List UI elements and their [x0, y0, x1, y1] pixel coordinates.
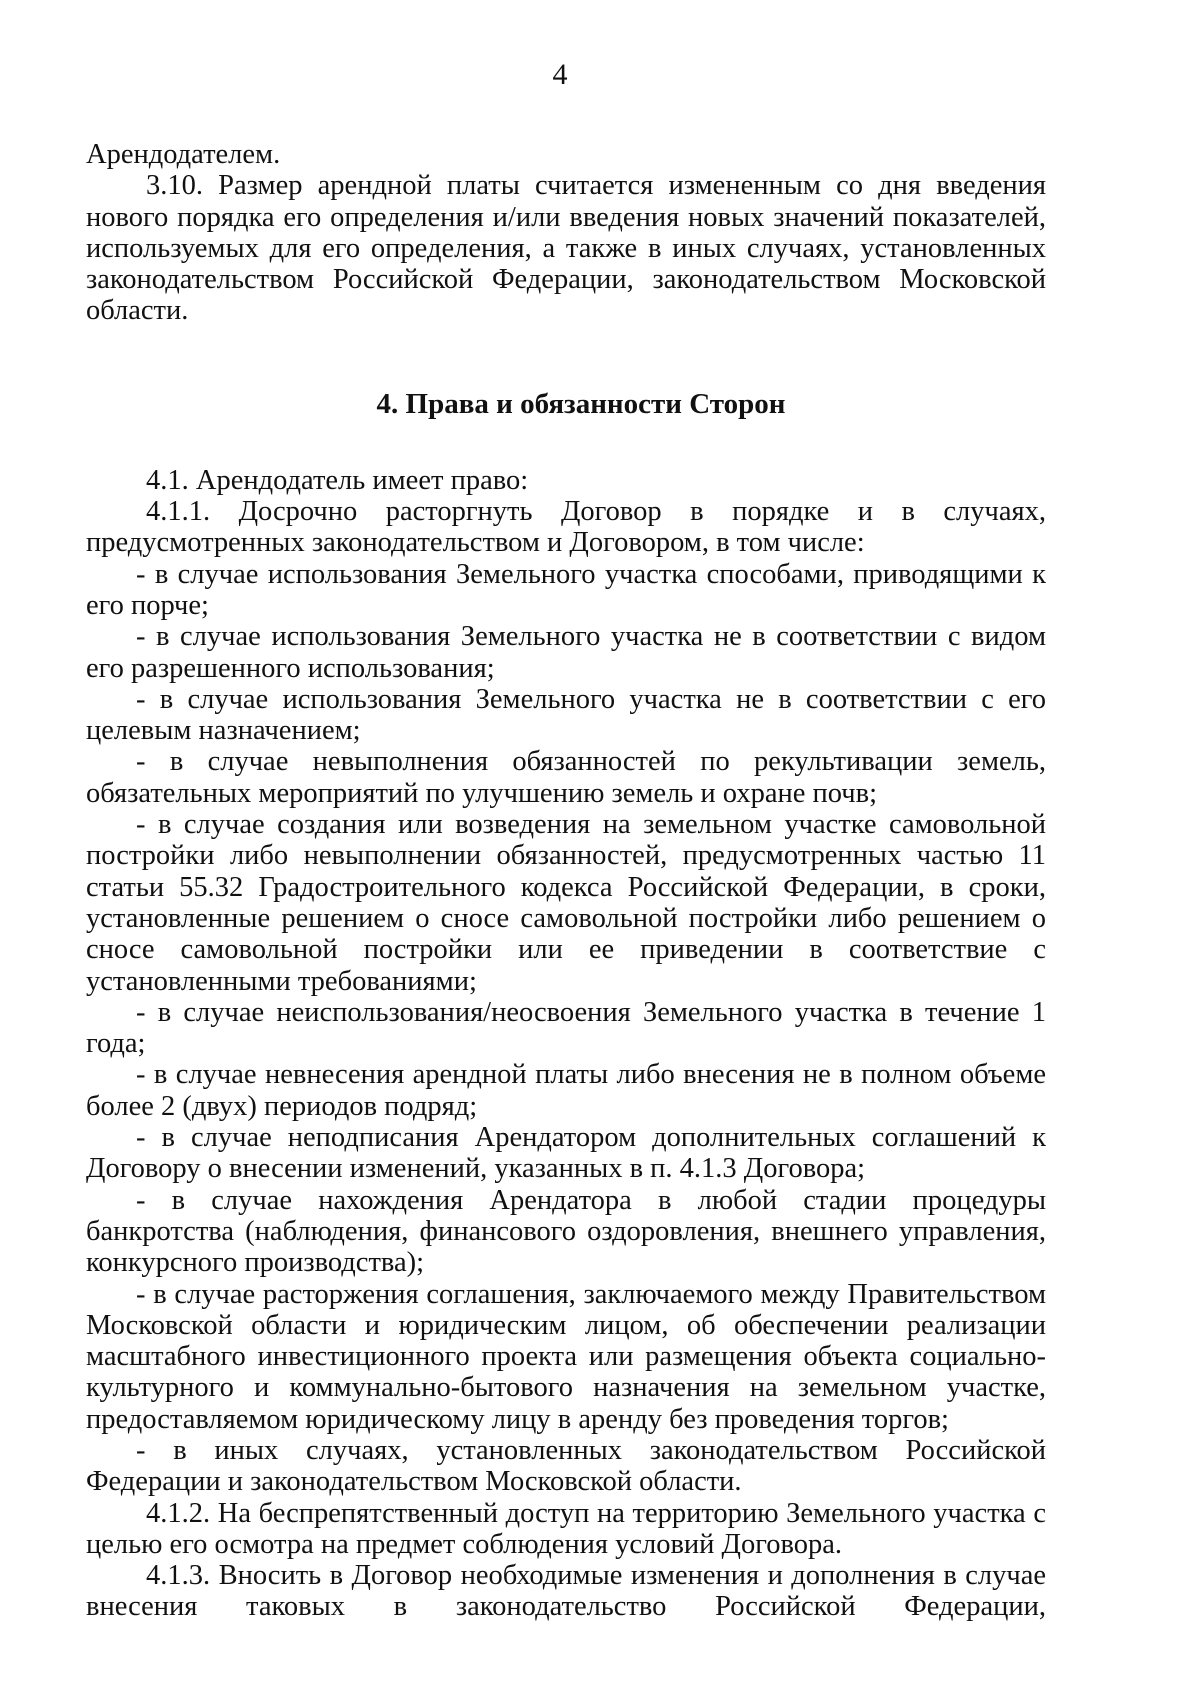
paragraph-3-10: 3.10. Размер арендной платы считается измененным со дня введения нового порядка его определения и/или введения новых значений показателей, используемых для его определения, а также в иных случаях, установленных законодательством Российской Федерации, законодательством Московской области.: [86, 170, 1046, 327]
case-item: - в случае невнесения арендной платы либо внесения не в полном объеме более 2 (двух) периодов подряд;: [86, 1059, 1046, 1122]
page-number: 4: [552, 58, 568, 91]
case-item: - в случае использования Земельного участка не в соответствии с его целевым назначением;: [86, 683, 1046, 747]
item-4-1: 4.1. Арендодатель имеет право:: [146, 464, 529, 496]
item-4-1-1: 4.1.1. Досрочно расторгнуть Договор в порядке и в случаях, предусмотренных законодательством и Договором, в том числе:: [86, 496, 1046, 559]
case-item: - в случае использования Земельного участка способами, приводящими к его порче;: [86, 558, 1046, 621]
item-4-1-3: 4.1.3. Вносить в Договор необходимые изменения и дополнения в случае внесения таковых в законодательство Российской Федерации,: [86, 1560, 1046, 1623]
case-item: - в случае неиспользования/неосвоения Земельного участка в течение 1 года;: [86, 996, 1046, 1060]
case-item: - в случае невыполнения обязанностей по рекультивации земель, обязательных мероприятий по улучшению земель и охране почв;: [86, 746, 1046, 809]
case-item: - в случае создания или возведения на земельном участке самовольной постройки либо невыполнении обязанностей, предусмотренных частью 11 статьи 55.32 Градостроительного кодекса Российской Федерации, в сроки, установленные решением о сносе самовольной постройки либо решением о сносе самовольной постройки или ее приведении в соответствие с установленными требованиями;: [86, 809, 1046, 997]
item-4-1-2: 4.1.2. На беспрепятственный доступ на территорию Земельного участка с целью его осмотра на предмет соблюдения условий Договора.: [86, 1497, 1046, 1560]
case-item: - в случае нахождения Арендатора в любой стадии процедуры банкротства (наблюдения, финансового оздоровления, внешнего управления, конкурсного производства);: [86, 1184, 1046, 1279]
case-item: - в случае расторжения соглашения, заключаемого между Правительством Московской области и юридическим лицом, об обеспечении реализации масштабного инвестиционного проекта или размещения объекта социально-культурного и коммунально-бытового назначения на земельном участке, предоставляемом юридическому лицу в аренду без проведения торгов;: [86, 1278, 1046, 1435]
section-heading: 4. Права и обязанности Сторон: [376, 387, 786, 420]
case-item: - в иных случаях, установленных законодательством Российской Федерации и законодательством Московской области.: [86, 1434, 1046, 1498]
case-item: - в случае использования Земельного участка не в соответствии с видом его разрешенного использования;: [86, 621, 1046, 684]
document-body: [86, 139, 1046, 1623]
case-item: - в случае неподписания Арендатором дополнительных соглашений к Договору о внесении изменений, указанных в п. 4.1.3 Договора;: [86, 1122, 1046, 1185]
continuation-text: Арендодателем.: [86, 139, 281, 170]
